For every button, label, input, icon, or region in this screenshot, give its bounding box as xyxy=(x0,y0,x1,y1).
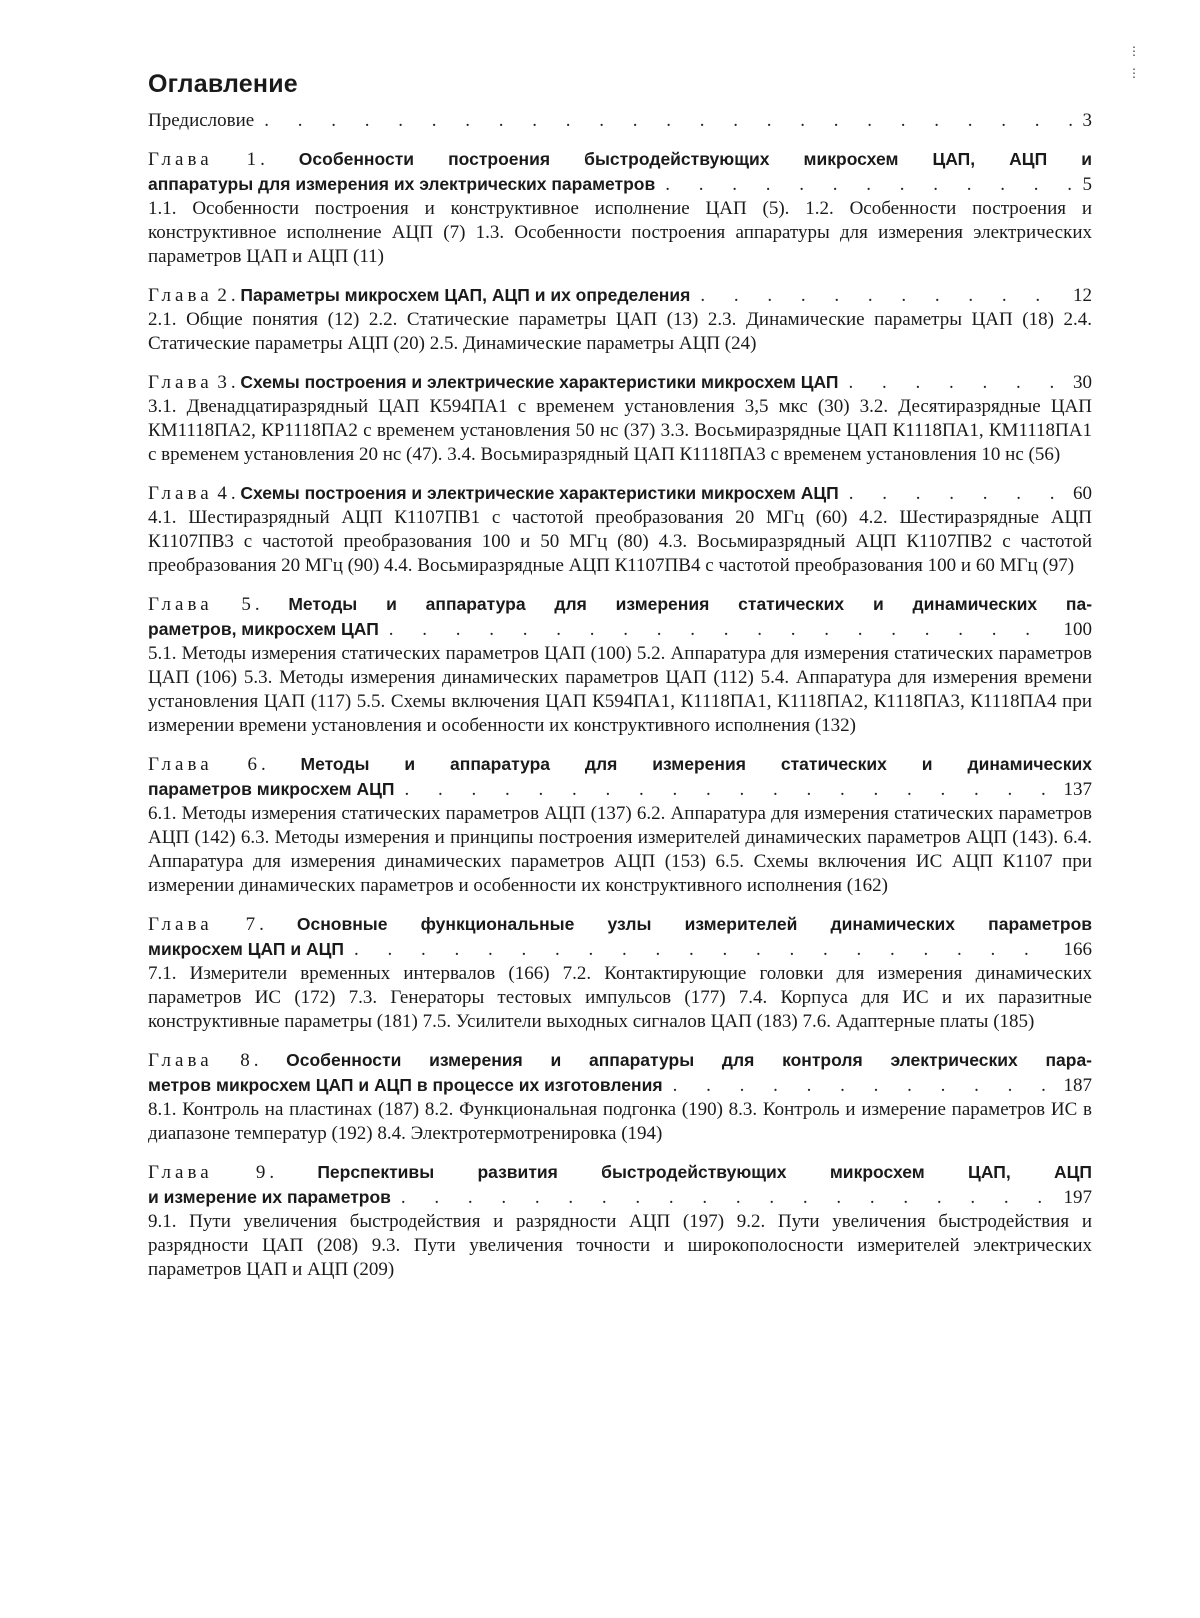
chapter-label: Глава xyxy=(148,1162,213,1183)
page-number: 30 xyxy=(1073,371,1092,395)
leader-dots xyxy=(849,482,1067,506)
leader-dots xyxy=(404,778,1057,802)
chapter-title: Методы и аппаратура для измерения статических и динамических xyxy=(301,754,1093,774)
chapter-label: Глава xyxy=(148,284,213,308)
chapter-heading-line: Глава 9. Перспективы развития быстродействующих микросхем ЦАП, АЦП xyxy=(148,1160,1092,1185)
chapter-heading-line xyxy=(148,172,1092,197)
toc-chapter-7[interactable] xyxy=(148,912,1092,1034)
chapter-label: Глава xyxy=(148,149,213,170)
chapter-title: Особенности построения быстродействующих микросхем ЦАП, АЦП и xyxy=(299,149,1092,169)
toc-chapter-1[interactable] xyxy=(148,147,1092,269)
chapter-heading-line: Глава 1. Особенности построения быстродействующих микросхем ЦАП, АЦП и xyxy=(148,147,1092,172)
chapter-heading-line: Глава 8. Особенности измерения и аппаратуры для контроля электрических пара- xyxy=(148,1048,1092,1073)
chapter-title-cont: параметров микросхем АЦП xyxy=(148,777,394,801)
leader-dots xyxy=(700,284,1067,308)
leader-dots xyxy=(665,173,1076,197)
chapter-number: 3 xyxy=(217,371,231,395)
chapter-title: Параметры микросхем ЦАП, АЦП и их определения xyxy=(240,283,690,307)
chapter-number: 4 xyxy=(217,482,231,506)
page-number: 100 xyxy=(1064,618,1093,642)
chapter-number: 6 xyxy=(247,754,261,775)
page-number: 197 xyxy=(1064,1186,1093,1210)
chapter-number: 5 xyxy=(241,594,255,615)
chapter-heading-line: Глава 5. Методы и аппаратура для измерения статических и динамических па- xyxy=(148,592,1092,617)
margin-mark: ⋮ xyxy=(1128,66,1140,80)
chapter-sections: 1.1. Особенности построения и конструктивное исполнение ЦАП (5). 1.2. Особенности построения и конструктивное исполнение АЦП (7) 1.3. Особенности построения аппаратуры для измерения электрических параметров ЦАП и АЦП (11) xyxy=(148,197,1092,269)
chapter-sections: 8.1. Контроль на пластинах (187) 8.2. Функциональная подгонка (190) 8.3. Контроль и измерение параметров ИС в диапазоне температур (192) 8.4. Электротермотренировка (194) xyxy=(148,1098,1092,1146)
preface-label: Предисловие xyxy=(148,109,254,133)
leader-dots xyxy=(389,618,1058,642)
leader-dots xyxy=(673,1074,1058,1098)
chapter-heading-line: Глава 3 . Схемы построения и электрические характеристики микросхем ЦАП . . . 30 xyxy=(148,370,1092,395)
leader-dots xyxy=(354,938,1058,962)
chapter-title: Основные функциональные узлы измерителей динамических параметров xyxy=(297,914,1092,934)
chapter-heading-line xyxy=(148,777,1092,802)
table-of-contents xyxy=(148,70,1092,1296)
chapter-number: 2 xyxy=(217,284,231,308)
chapter-label: Глава xyxy=(148,371,213,395)
chapter-sections: 5.1. Методы измерения статических параметров ЦАП (100) 5.2. Аппаратура для измерения статических параметров ЦАП (106) 5.3. Методы измерения динамических параметров ЦАП (112) 5.4. Аппаратура для измерения времени установления ЦАП (117) 5.5. Схемы включения ЦАП К594ПА1, К1118ПА1, К1118ПА2, К1118ПА3, К1118ПА4 при измерении времени установления и особенности их конструктивного исполнения (132) xyxy=(148,642,1092,738)
chapter-heading-line xyxy=(148,1073,1092,1098)
page-number: 166 xyxy=(1064,938,1093,962)
chapter-title: Методы и аппаратура для измерения статических и динамических па- xyxy=(288,594,1092,614)
chapter-title-cont: аппаратуры для измерения их электрических параметров xyxy=(148,172,655,196)
leader-dots xyxy=(849,371,1068,395)
chapter-heading-line: Глава 2 . Параметры микросхем ЦАП, АЦП и их определения . . . 12 xyxy=(148,283,1092,308)
chapter-label: Глава xyxy=(148,594,213,615)
toc-chapter-8[interactable] xyxy=(148,1048,1092,1146)
toc-chapter-6[interactable] xyxy=(148,752,1092,898)
chapter-title-cont: метров микросхем ЦАП и АЦП в процессе их изготовления xyxy=(148,1073,663,1097)
chapter-title: Схемы построения и электрические характеристики микросхем ЦАП xyxy=(240,370,838,394)
toc-entry-preface[interactable] xyxy=(148,109,1092,133)
toc-chapter-5[interactable] xyxy=(148,592,1092,738)
chapter-title: Перспективы развития быстродействующих микросхем ЦАП, АЦП xyxy=(317,1162,1092,1182)
chapter-sections: 2.1. Общие понятия (12) 2.2. Статические параметры ЦАП (13) 2.3. Динамические параметры ЦАП (18) 2.4. Статические параметры АЦП (20) 2.5. Динамические параметры АЦП (24) xyxy=(148,308,1092,356)
chapter-number: 7 xyxy=(246,914,260,935)
toc-chapter-4[interactable] xyxy=(148,481,1092,578)
chapter-title-cont: раметров, микросхем ЦАП xyxy=(148,617,379,641)
toc-chapter-2[interactable] xyxy=(148,283,1092,356)
chapter-label: Глава xyxy=(148,754,213,775)
chapter-label: Глава xyxy=(148,1050,213,1071)
toc-chapter-3[interactable] xyxy=(148,370,1092,467)
chapter-sections: 3.1. Двенадцатиразрядный ЦАП К594ПА1 с временем установления 3,5 мкс (30) 3.2. Десятиразрядные ЦАП КМ1118ПА2, КР1118ПА2 с временем установления 50 нс (37) 3.3. Восьмиразрядные ЦАП К1118ПА1, КМ1118ПА1 с временем установления 20 нс (47). 3.4. Восьмиразрядный ЦАП К1118ПА3 с временем установления 10 нс (56) xyxy=(148,395,1092,467)
chapter-title: Особенности измерения и аппаратуры для контроля электрических пара- xyxy=(286,1050,1092,1070)
chapter-heading-line xyxy=(148,1185,1092,1210)
chapter-sections: 9.1. Пути увеличения быстродействия и разрядности АЦП (197) 9.2. Пути увеличения быстродействия и разрядности ЦАП (208) 9.3. Пути увеличения точности и широкополосности измерителей электрических параметров ЦАП и АЦП (209) xyxy=(148,1210,1092,1282)
chapter-number: 9 xyxy=(256,1162,270,1183)
chapter-title: Схемы построения и электрические характеристики микросхем АЦП xyxy=(240,481,838,505)
page-number: 187 xyxy=(1064,1074,1093,1098)
chapter-number: 8 xyxy=(240,1050,254,1071)
page-number: 5 xyxy=(1083,173,1093,197)
leader-dots xyxy=(401,1186,1058,1210)
toc-chapter-9[interactable] xyxy=(148,1160,1092,1282)
chapter-label: Глава xyxy=(148,482,213,506)
chapter-title-cont: и измерение их параметров xyxy=(148,1185,391,1209)
page-number: 3 xyxy=(1083,109,1093,133)
page-number: 137 xyxy=(1064,778,1093,802)
chapter-heading-line xyxy=(148,617,1092,642)
page-number: 12 xyxy=(1073,284,1092,308)
page-title: Оглавление xyxy=(148,70,1092,99)
chapter-title-cont: микросхем ЦАП и АЦП xyxy=(148,937,344,961)
leader-dots xyxy=(264,109,1076,133)
chapter-heading-line: Глава 4 . Схемы построения и электрические характеристики микросхем АЦП . . . 60 xyxy=(148,481,1092,506)
chapter-sections: 6.1. Методы измерения статических параметров АЦП (137) 6.2. Аппаратура для измерения статических параметров АЦП (142) 6.3. Методы измерения и принципы построения измерителей динамических параметров АЦП (143). 6.4. Аппаратура для измерения динамических параметров АЦП (153) 6.5. Схемы включения ИС АЦП К1107 при измерении динамических параметров и особенности их конструктивного исполнения (162) xyxy=(148,802,1092,898)
chapter-heading-line xyxy=(148,937,1092,962)
chapter-heading-line: Глава 6. Методы и аппаратура для измерения статических и динамических xyxy=(148,752,1092,777)
chapter-heading-line: Глава 7. Основные функциональные узлы измерителей динамических параметров xyxy=(148,912,1092,937)
chapter-label: Глава xyxy=(148,914,213,935)
chapter-number: 1 xyxy=(247,149,261,170)
page-number: 60 xyxy=(1073,482,1092,506)
chapter-sections: 7.1. Измерители временных интервалов (166) 7.2. Контактирующие головки для измерения динамических параметров ИС (172) 7.3. Генераторы тестовых импульсов (177) 7.4. Корпуса для ИС и их паразитные конструктивные параметры (181) 7.5. Усилители выходных сигналов ЦАП (183) 7.6. Адаптерные платы (185) xyxy=(148,962,1092,1034)
margin-mark: ⋮ xyxy=(1128,44,1140,58)
chapter-sections: 4.1. Шестиразрядный АЦП К1107ПВ1 с частотой преобразования 20 МГц (60) 4.2. Шестиразрядные АЦП К1107ПВ3 с частотой преобразования 100 и 50 МГц (80) 4.3. Восьмиразрядный АЦП К1107ПВ2 с частотой преобразования 20 МГц (90) 4.4. Восьмиразрядные АЦП К1107ПВ4 с частотой преобразования 100 и 60 МГц (97) xyxy=(148,506,1092,578)
